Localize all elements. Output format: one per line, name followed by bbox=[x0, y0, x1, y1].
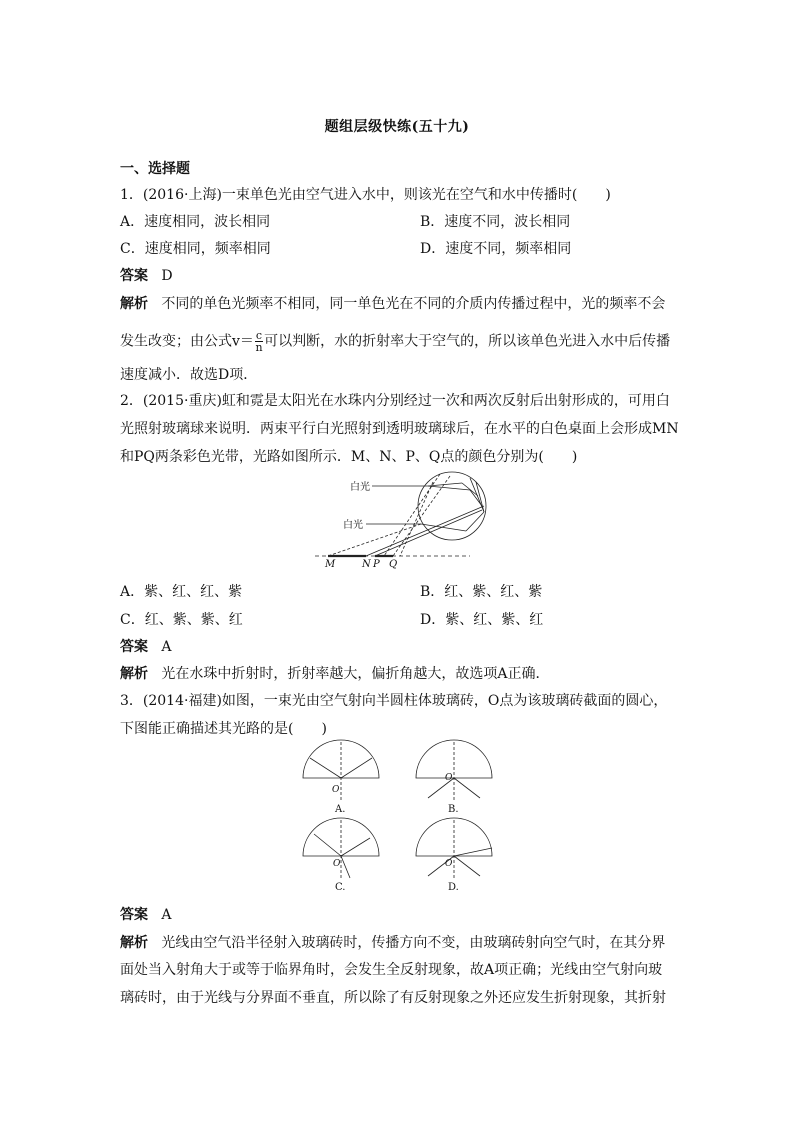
q3-answer-value: A bbox=[161, 907, 172, 923]
q2-analysis-text: 光在水珠中折射时，折射率越大，偏折角越大，故选项A正确． bbox=[161, 666, 550, 682]
q2-option-c: C．红、紫、紫、红 bbox=[120, 612, 243, 628]
label-white-light-1: 白光 bbox=[350, 482, 370, 493]
q1-answer-label: 答案 bbox=[120, 268, 148, 284]
q1-analysis-text-2b: 可以判断，水的折射率大于空气的，所以该单色光进入水中后传播 bbox=[264, 333, 671, 350]
figure-a bbox=[303, 740, 379, 800]
figure-b bbox=[416, 740, 492, 800]
label-o-c: O bbox=[333, 859, 341, 869]
q1-option-c: C．速度相同，频率相同 bbox=[120, 241, 271, 257]
q2-answer-label: 答案 bbox=[120, 639, 148, 655]
q2-stem-line-3: 和PQ两条彩色光带，光路如图所示．M、N、P、Q点的颜色分别为( ) bbox=[120, 449, 578, 465]
q3-answer bbox=[120, 905, 171, 925]
q1-answer-value: D bbox=[161, 268, 173, 284]
fraction-numerator: c bbox=[255, 329, 263, 342]
q1-analysis-label: 解析 bbox=[120, 296, 148, 312]
caption-b: B. bbox=[448, 804, 459, 815]
label-q: Q bbox=[389, 559, 398, 570]
q1-option-a: A．速度相同，波长相同 bbox=[120, 214, 271, 230]
q1-option-d: D．速度不同，频率相同 bbox=[420, 241, 572, 257]
figure-d bbox=[416, 818, 492, 880]
q1-analysis-line-3: 速度减小．故选D项． bbox=[120, 367, 258, 383]
q3-answer-label: 答案 bbox=[120, 907, 148, 923]
q2-option-b: B．红、紫、红、紫 bbox=[420, 584, 543, 600]
q2-analysis-label: 解析 bbox=[120, 666, 148, 682]
label-n: N bbox=[362, 559, 371, 570]
page-title: 题组层级快练(五十九) bbox=[324, 119, 470, 135]
q3-stem-line-1: 3．(2014·福建)如图，一束光由空气射向半圆柱体玻璃砖，O点为该玻璃砖截面的圆心， bbox=[120, 693, 668, 709]
q2-answer-value: A bbox=[161, 639, 172, 655]
label-m: M bbox=[325, 559, 336, 570]
label-o-b: O bbox=[445, 773, 453, 783]
caption-c: C. bbox=[335, 882, 346, 893]
q1-analysis-text-2a: 发生改变；由公式v＝ bbox=[120, 333, 254, 350]
q3-analysis-line-2: 面处当入射角大于或等于临界角时，会发生全反射现象，故A项正确；光线由空气射向玻 bbox=[120, 962, 663, 978]
caption-d: D. bbox=[448, 882, 459, 893]
q3-analysis-line-1 bbox=[120, 933, 665, 953]
q3-analysis-label: 解析 bbox=[120, 935, 148, 951]
q2-option-a: A．紫、红、红、紫 bbox=[120, 584, 243, 600]
q1-analysis-text-1: 不同的单色光频率不相同，同一单色光在不同的介质内传播过程中，光的频率不会 bbox=[161, 296, 666, 312]
label-p: P bbox=[373, 559, 380, 570]
q2-stem-line-1: 2．(2015·重庆)虹和霓是太阳光在水珠内分别经过一次和两次反射后出射形成的，可用白 bbox=[120, 393, 670, 409]
q1-stem: 1．(2016·上海)一束单色光由空气进入水中，则该光在空气和水中传播时( ) bbox=[120, 187, 611, 203]
figure-c bbox=[303, 818, 379, 880]
q3-analysis-line-3: 璃砖时，由于光线与分界面不垂直，所以除了有反射现象之外还应发生折射现象，其折射 bbox=[120, 990, 666, 1006]
q2-stem-line-2: 光照射玻璃球来说明．两束平行白光照射到透明玻璃球后，在水平的白色桌面上会形成MN bbox=[120, 421, 679, 437]
caption-a: A. bbox=[335, 804, 346, 815]
label-white-light-2: 白光 bbox=[343, 520, 363, 531]
label-o-d: O bbox=[445, 859, 453, 869]
fraction-denominator: n bbox=[255, 341, 263, 354]
q2-option-d: D．紫、红、紫、红 bbox=[420, 612, 544, 628]
q3-stem-line-2: 下图能正确描述其光路的是( ) bbox=[120, 721, 327, 737]
label-o-a: O bbox=[332, 785, 340, 795]
section-heading: 一、选择题 bbox=[120, 161, 190, 177]
q1-option-b: B．速度不同，波长相同 bbox=[420, 214, 571, 230]
q3-analysis-text-1: 光线由空气沿半径射入玻璃砖时，传播方向不变，由玻璃砖射向空气时，在其分界 bbox=[161, 935, 666, 951]
